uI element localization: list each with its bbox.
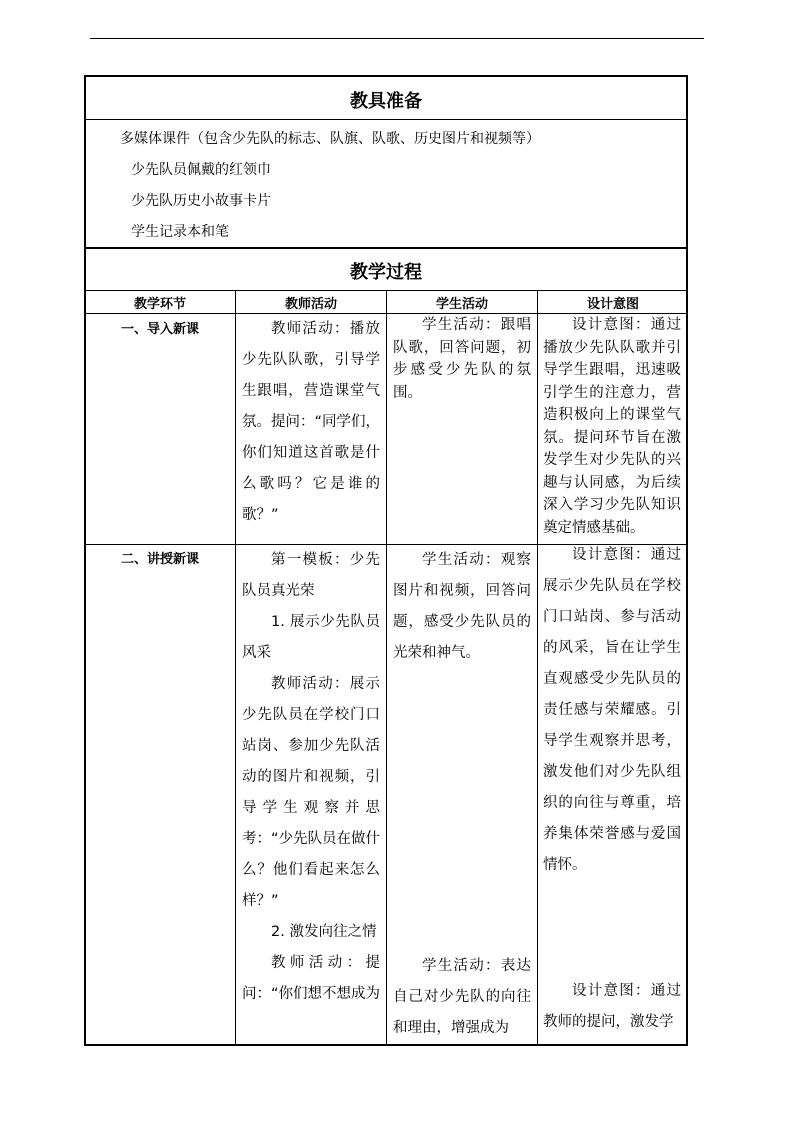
preparation-item: 多媒体课件（包含少先队的标志、队旗、队歌、历史图片和视频等） xyxy=(120,131,540,147)
column-divider xyxy=(386,290,387,1046)
design-intent-text: 设计意图：通过教师的提问，激发学 xyxy=(543,983,681,1030)
column-header-intent: 设计意图 xyxy=(586,297,639,312)
design-intent-text: 设计意图：通过展示少先队员在学校门口站岗、参与活动的风采，旨在让学生直观感受少先队员的责任感与荣耀感。引导学生观察并思考，激发他们对少先队组织的向往与尊重，培养集体荣誉感与爱国情怀。 xyxy=(543,547,681,873)
header-rule xyxy=(90,38,704,39)
teacher-activity-text: 教师活动：播放少先队队歌，引导学生跟唱，营造课堂气氛。提问：“同学们，你们知道这首歌是什么歌吗？它是谁的歌？” xyxy=(242,321,381,523)
design-intent-text: 设计意图：通过播放少先队队歌并引导学生跟唱，迅速吸引学生的注意力，营造积极向上的课堂气氛。提问环节旨在激发学生对少先队的兴趣与认同感，为后续深入学习少先队知识奠定情感基础。 xyxy=(543,317,681,536)
teacher-activity-text: 2. 激发向往之情 xyxy=(271,924,377,940)
preparation-item: 少先队员佩戴的红领巾 xyxy=(131,162,271,178)
column-header-student: 学生活动 xyxy=(435,297,488,312)
design-intent-cell xyxy=(543,976,681,1044)
teacher-activity-text: 第一模板：少先队员真光荣 xyxy=(242,552,380,599)
student-activity-cell xyxy=(393,314,531,404)
student-activity-cell xyxy=(393,545,531,669)
student-activity-cell xyxy=(393,951,531,1044)
design-intent-cell xyxy=(543,540,681,881)
teacher-activity-text: 教师活动：提问：“你们想不想成为 xyxy=(242,955,380,1002)
preparation-title-divider xyxy=(84,119,688,120)
teacher-activity-text: 教师活动：展示少先队员在学校门口站岗、参加少先队活动的图片和视频，引导学生观察并思考：“少先队员在做什么？他们看起来怎么样？” xyxy=(242,676,380,909)
student-activity-text: 学生活动：观察图片和视频，回答问题，感受少先队员的光荣和神气。 xyxy=(393,552,531,661)
design-intent-cell xyxy=(543,314,681,539)
stage-label: 一、导入新课 xyxy=(121,322,200,337)
student-activity-text: 学生活动：跟唱队歌，回答问题，初步感受少先队的氛围。 xyxy=(393,317,531,401)
teacher-activity-text: 1. 展示少先队员风采 xyxy=(242,614,380,661)
teacher-activity-cell xyxy=(242,545,380,1044)
stage-label: 二、讲授新课 xyxy=(121,552,200,567)
preparation-item: 学生记录本和笔 xyxy=(131,224,229,240)
column-divider xyxy=(537,290,538,1046)
column-header-teacher: 教师活动 xyxy=(284,297,337,312)
student-activity-text: 学生活动：表达自己对少先队的向往和理由，增强成为 xyxy=(393,958,531,1036)
process-title: 教学过程 xyxy=(350,262,422,283)
teacher-activity-cell xyxy=(242,314,380,531)
preparation-title: 教具准备 xyxy=(350,91,422,112)
preparation-item: 少先队历史小故事卡片 xyxy=(131,193,271,209)
column-header-stage: 教学环节 xyxy=(133,297,186,312)
column-divider xyxy=(235,290,236,1046)
